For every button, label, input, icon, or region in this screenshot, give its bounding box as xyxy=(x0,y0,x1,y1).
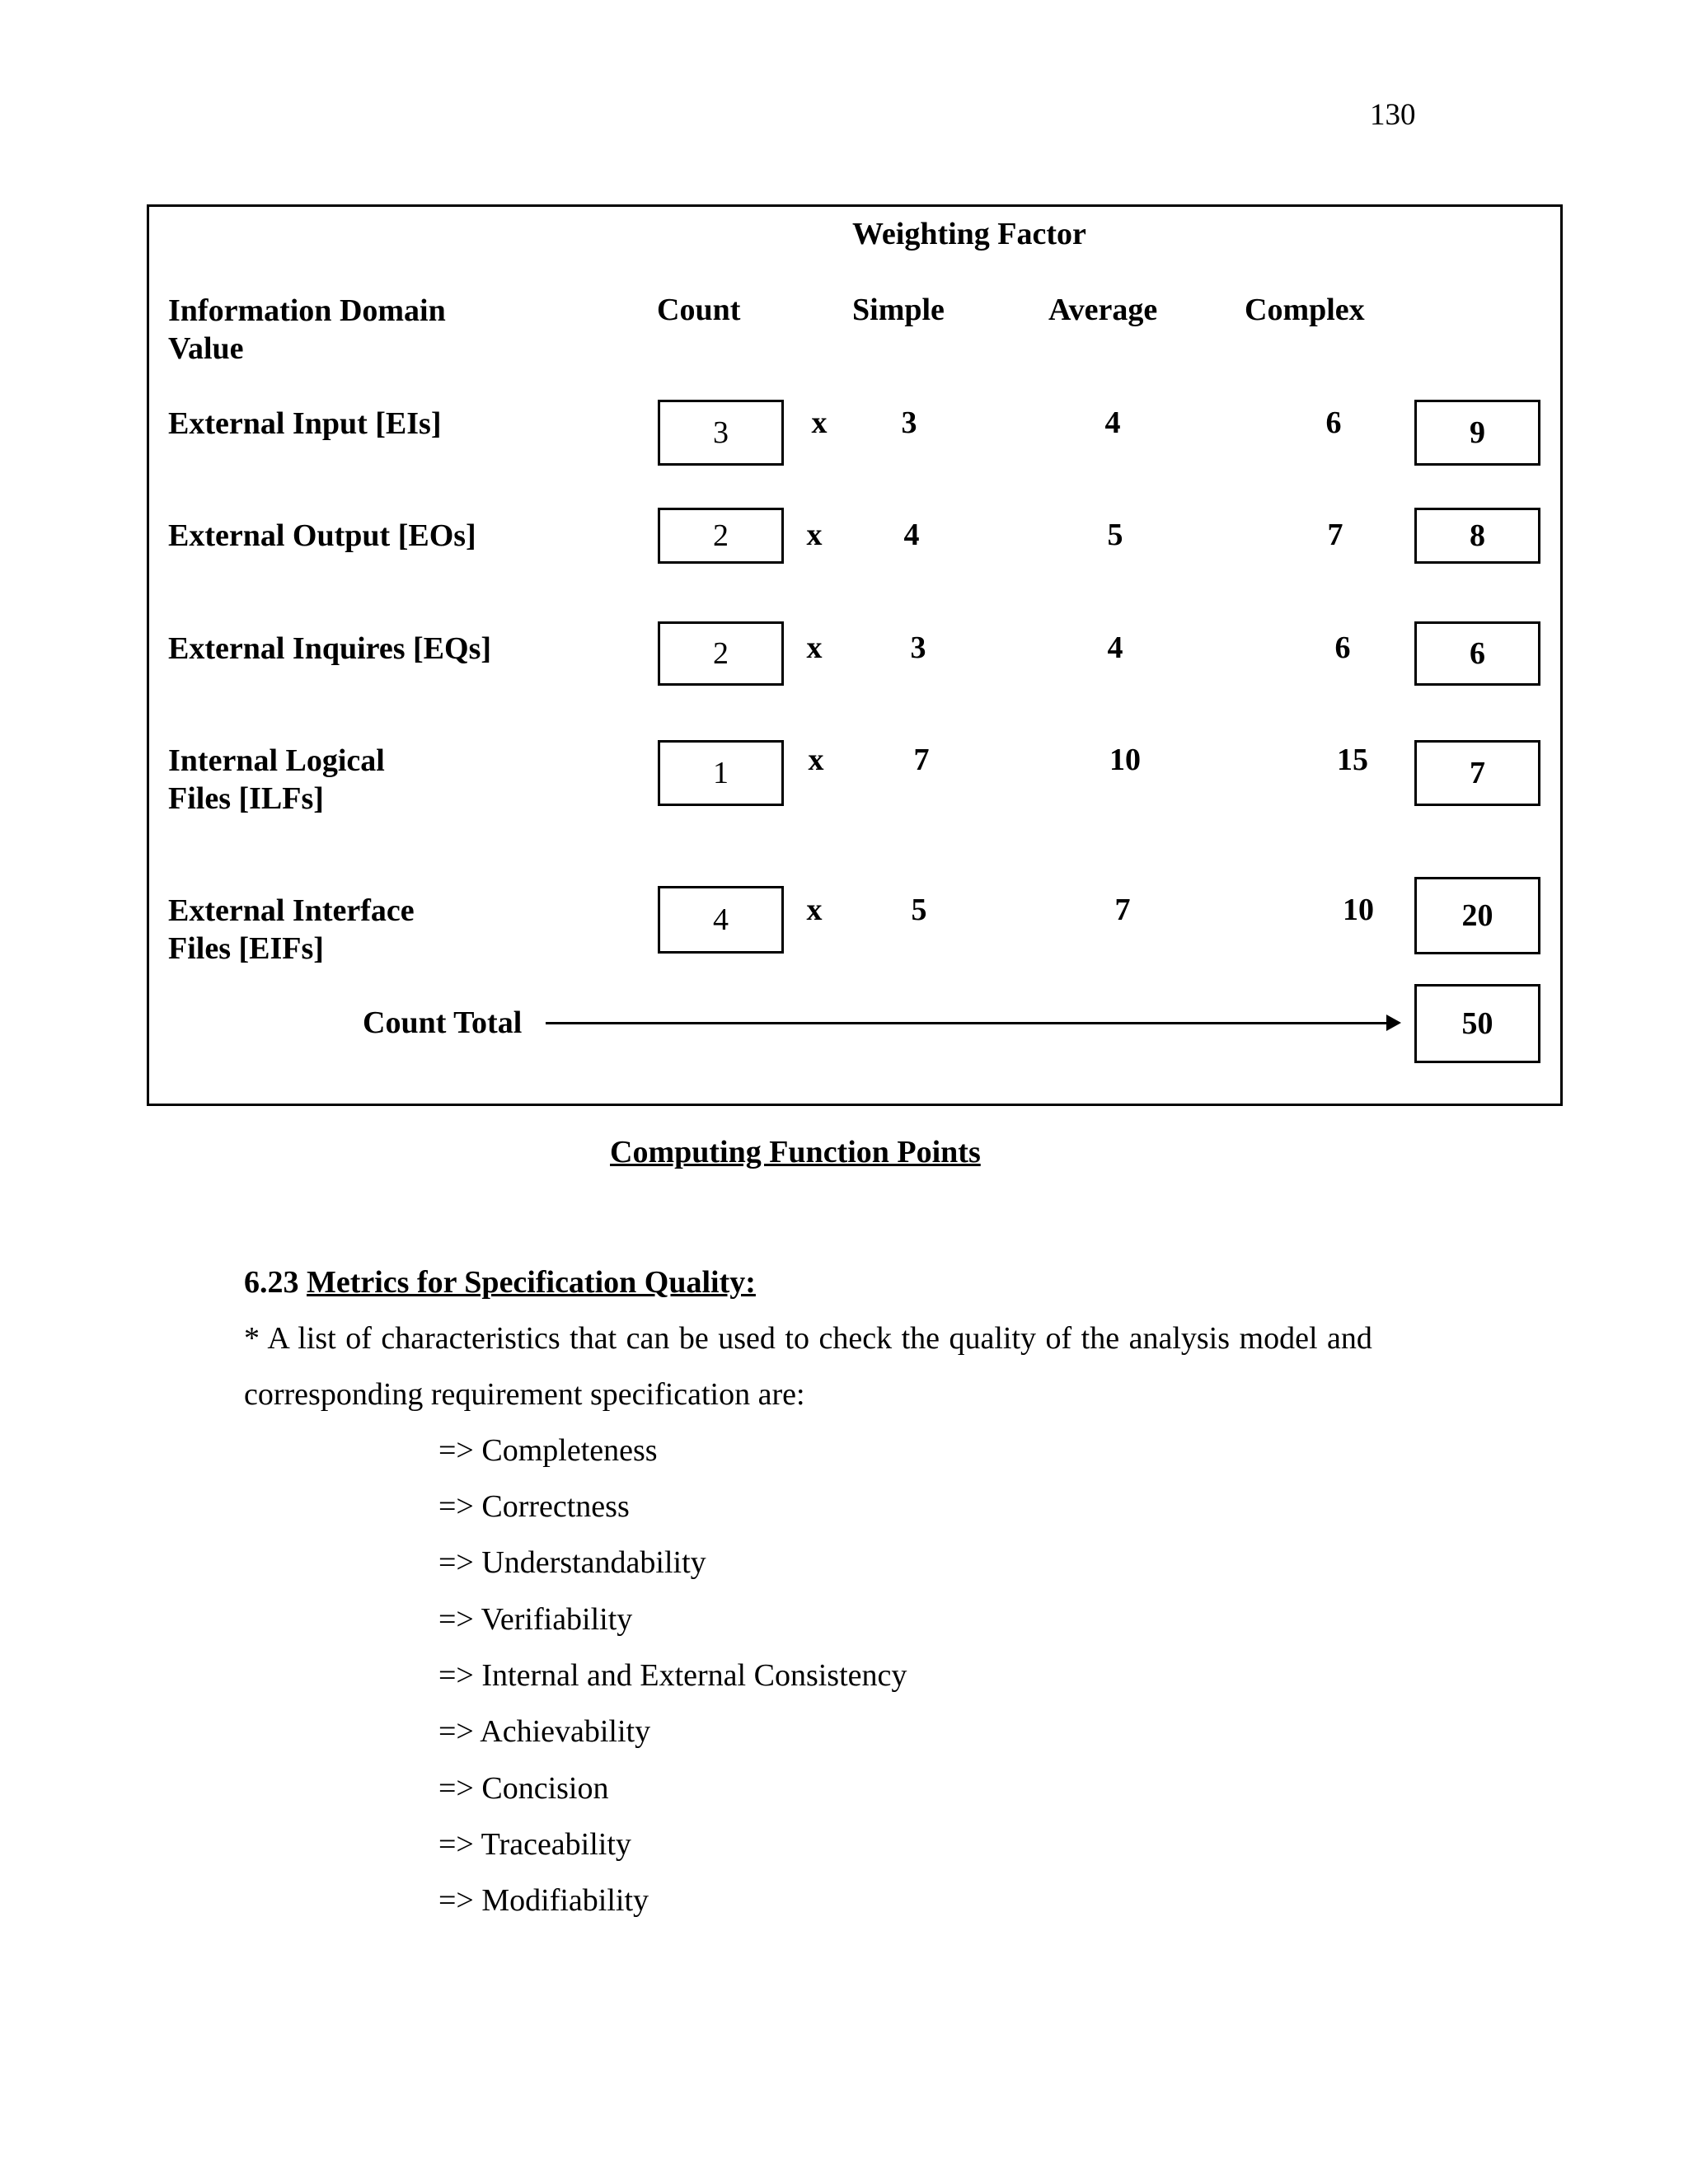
count-header: Count xyxy=(657,293,741,327)
list-item: => Completeness xyxy=(438,1433,658,1468)
count-box: 1 xyxy=(658,740,784,806)
result-box: 9 xyxy=(1414,400,1540,466)
multiply-sign: x xyxy=(806,518,823,552)
simple-weight: 4 xyxy=(903,518,920,552)
page-number: 130 xyxy=(1370,98,1416,132)
average-header: Average xyxy=(1048,293,1158,327)
section-title: Metrics for Specification Quality: xyxy=(307,1265,756,1300)
complex-weight: 7 xyxy=(1327,518,1343,552)
domain-value-header-line2: Value xyxy=(168,331,244,366)
count-total-arrow xyxy=(546,1022,1393,1024)
simple-weight: 3 xyxy=(910,630,926,665)
average-weight: 5 xyxy=(1107,518,1123,552)
list-item: => Modifiability xyxy=(438,1883,649,1918)
multiply-sign: x xyxy=(806,893,823,927)
count-box: 4 xyxy=(658,886,784,954)
complex-weight: 6 xyxy=(1325,405,1342,440)
row-label-external-interface-files xyxy=(168,892,415,968)
row-label-internal-logical-files xyxy=(168,742,385,818)
list-item: => Traceability xyxy=(438,1827,631,1862)
result-box: 20 xyxy=(1414,877,1540,954)
simple-weight: 3 xyxy=(901,405,917,440)
domain-value-header-line1: Information Domain xyxy=(168,293,446,328)
multiply-sign: x xyxy=(808,743,824,777)
count-box: 3 xyxy=(658,400,784,466)
list-item: => Internal and External Consistency xyxy=(438,1658,907,1693)
count-total-box: 50 xyxy=(1414,984,1540,1063)
count-total-label: Count Total xyxy=(363,1005,523,1040)
count-box: 2 xyxy=(658,508,784,564)
section-number: 6.23 xyxy=(244,1265,299,1300)
average-weight: 4 xyxy=(1107,630,1123,665)
section-heading xyxy=(244,1264,756,1301)
weighting-factor-header: Weighting Factor xyxy=(852,217,1086,251)
multiply-sign: x xyxy=(806,630,823,665)
list-item: => Concision xyxy=(438,1771,609,1806)
complex-weight: 10 xyxy=(1343,893,1374,927)
multiply-sign: x xyxy=(811,405,828,440)
list-item: => Correctness xyxy=(438,1489,630,1524)
simple-header: Simple xyxy=(852,293,945,327)
complex-weight: 6 xyxy=(1334,630,1351,665)
row-label-line: Files [EIFs] xyxy=(168,931,324,966)
figure-caption: Computing Function Points xyxy=(610,1135,981,1169)
row-label-line: Internal Logical xyxy=(168,743,385,778)
simple-weight: 7 xyxy=(913,743,930,777)
intro-line-2: corresponding requirement specification are: xyxy=(244,1377,805,1412)
complex-header: Complex xyxy=(1245,293,1365,327)
result-box: 6 xyxy=(1414,621,1540,686)
row-label-line: External Interface xyxy=(168,893,415,928)
count-box: 2 xyxy=(658,621,784,686)
row-label-external-input: External Input [EIs] xyxy=(168,406,442,441)
result-box: 7 xyxy=(1414,740,1540,806)
average-weight: 4 xyxy=(1104,405,1121,440)
average-weight: 10 xyxy=(1109,743,1141,777)
intro-line-1: * A list of characteristics that can be used to check the quality of the analysis model and xyxy=(244,1321,1372,1356)
row-label-external-inquires: External Inquires [EQs] xyxy=(168,631,492,666)
domain-value-header xyxy=(168,292,446,368)
complex-weight: 15 xyxy=(1337,743,1368,777)
list-item: => Achievability xyxy=(438,1714,651,1749)
list-item: => Understandability xyxy=(438,1545,706,1580)
average-weight: 7 xyxy=(1114,893,1131,927)
row-label-external-output: External Output [EOs] xyxy=(168,518,476,553)
list-item: => Verifiability xyxy=(438,1602,633,1637)
simple-weight: 5 xyxy=(911,893,927,927)
result-box: 8 xyxy=(1414,508,1540,564)
row-label-line: Files [ILFs] xyxy=(168,781,324,816)
arrowhead-icon xyxy=(1386,1015,1401,1031)
